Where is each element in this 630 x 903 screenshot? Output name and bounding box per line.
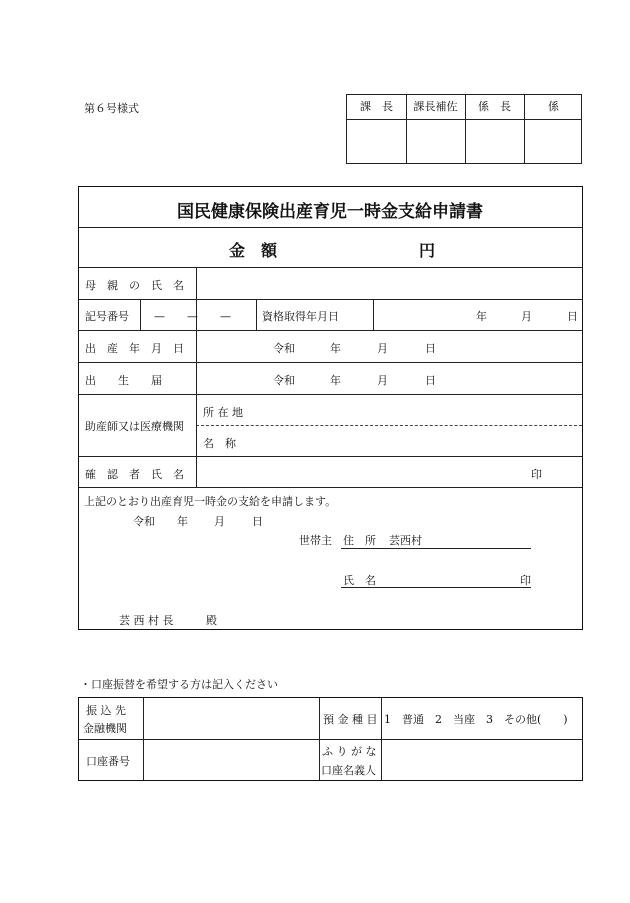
- institution-name-field[interactable]: [259, 426, 581, 455]
- householder-name-label: 氏 名: [343, 574, 376, 587]
- account-number-label: 口座番号: [86, 755, 130, 768]
- midwife-institution-label: 助産師又は医療機関: [85, 420, 184, 433]
- qualification-date-field[interactable]: [374, 300, 581, 330]
- honorific: 殿: [206, 614, 217, 627]
- amount-unit: 円: [419, 241, 436, 260]
- account-holder-field[interactable]: [382, 740, 581, 778]
- form-number-label: 第６号様式: [84, 102, 139, 115]
- mother-name-label: 母 親 の 氏 名: [85, 279, 184, 292]
- year-label: 年: [177, 515, 188, 528]
- address-underline: [341, 548, 531, 549]
- day-label: 日: [425, 342, 436, 355]
- day-label: 日: [425, 374, 436, 387]
- birth-report-date-field[interactable]: [197, 363, 581, 393]
- account-holder-label: 口座名義人: [321, 764, 376, 777]
- bank-label-line1: 振 込 先: [86, 704, 126, 717]
- month-label: 月: [214, 515, 225, 528]
- month-label: 月: [377, 342, 388, 355]
- declaration-text: 上記のとおり出産育児一時金の支給を申請します。: [84, 495, 337, 508]
- approval-header-unit-chief: 係 長: [478, 100, 511, 113]
- addressee: 芸 西 村 長: [119, 614, 174, 627]
- era-label: 令和: [273, 374, 295, 387]
- householder-name-field[interactable]: [379, 569, 519, 585]
- confirmer-name-field[interactable]: [197, 457, 537, 486]
- month-label: 月: [521, 310, 532, 323]
- year-label: 年: [330, 374, 341, 387]
- birth-date-label: 出 産 年 月 日: [85, 342, 184, 355]
- declaration-date-field[interactable]: [133, 513, 273, 529]
- name-underline: [341, 587, 531, 588]
- era-label: 令和: [133, 515, 155, 528]
- householder-address-label: 住 所: [343, 534, 376, 547]
- year-label: 年: [330, 342, 341, 355]
- account-number-field[interactable]: [144, 740, 318, 778]
- deposit-type-label: 預 金 種 目: [323, 713, 378, 726]
- approval-header-staff: 係: [548, 100, 559, 113]
- householder-label: 世帯主: [299, 534, 332, 547]
- amount-label: 金 額: [229, 241, 278, 260]
- confirmer-name-label: 確 認 者 氏 名: [85, 468, 184, 481]
- application-form: [78, 186, 583, 630]
- householder-seal: 印: [520, 574, 531, 587]
- institution-address-field[interactable]: [259, 395, 581, 424]
- approval-header-deputy-chief: 課長補佐: [413, 100, 458, 113]
- day-label: 日: [567, 310, 578, 323]
- bank-transfer-note: ・口座振替を希望する方は記入ください: [80, 678, 278, 691]
- era-label: 令和: [273, 342, 295, 355]
- approval-header-section-chief: 課 長: [360, 100, 393, 113]
- deposit-type-options[interactable]: 1 普通 2 当座 3 その他( ): [384, 713, 568, 726]
- approval-stamp-table: [346, 94, 582, 164]
- confirmer-seal: 印: [531, 468, 542, 481]
- householder-address-field[interactable]: 芸西村: [389, 534, 422, 547]
- form-title: 国民健康保険出産育児一時金支給申請書: [177, 202, 483, 222]
- day-label: 日: [252, 515, 263, 528]
- bank-transfer-table: [78, 697, 583, 781]
- symbol-number-label: 記号番号: [85, 310, 129, 323]
- bank-name-field[interactable]: [144, 699, 318, 738]
- birth-report-label: 出 生 届: [85, 374, 162, 387]
- qualification-date-label: 資格取得年月日: [262, 310, 339, 323]
- bank-label-line2: 金融機関: [83, 722, 127, 735]
- mother-name-field[interactable]: [197, 268, 581, 298]
- month-label: 月: [377, 374, 388, 387]
- furigana-label: ふ り が な: [322, 745, 377, 758]
- year-label: 年: [476, 310, 487, 323]
- birth-date-field[interactable]: [197, 331, 581, 361]
- address-label: 所 在 地: [203, 406, 243, 419]
- symbol-number-field[interactable]: — — —: [154, 310, 231, 323]
- institution-name-label: 名 称: [203, 437, 236, 450]
